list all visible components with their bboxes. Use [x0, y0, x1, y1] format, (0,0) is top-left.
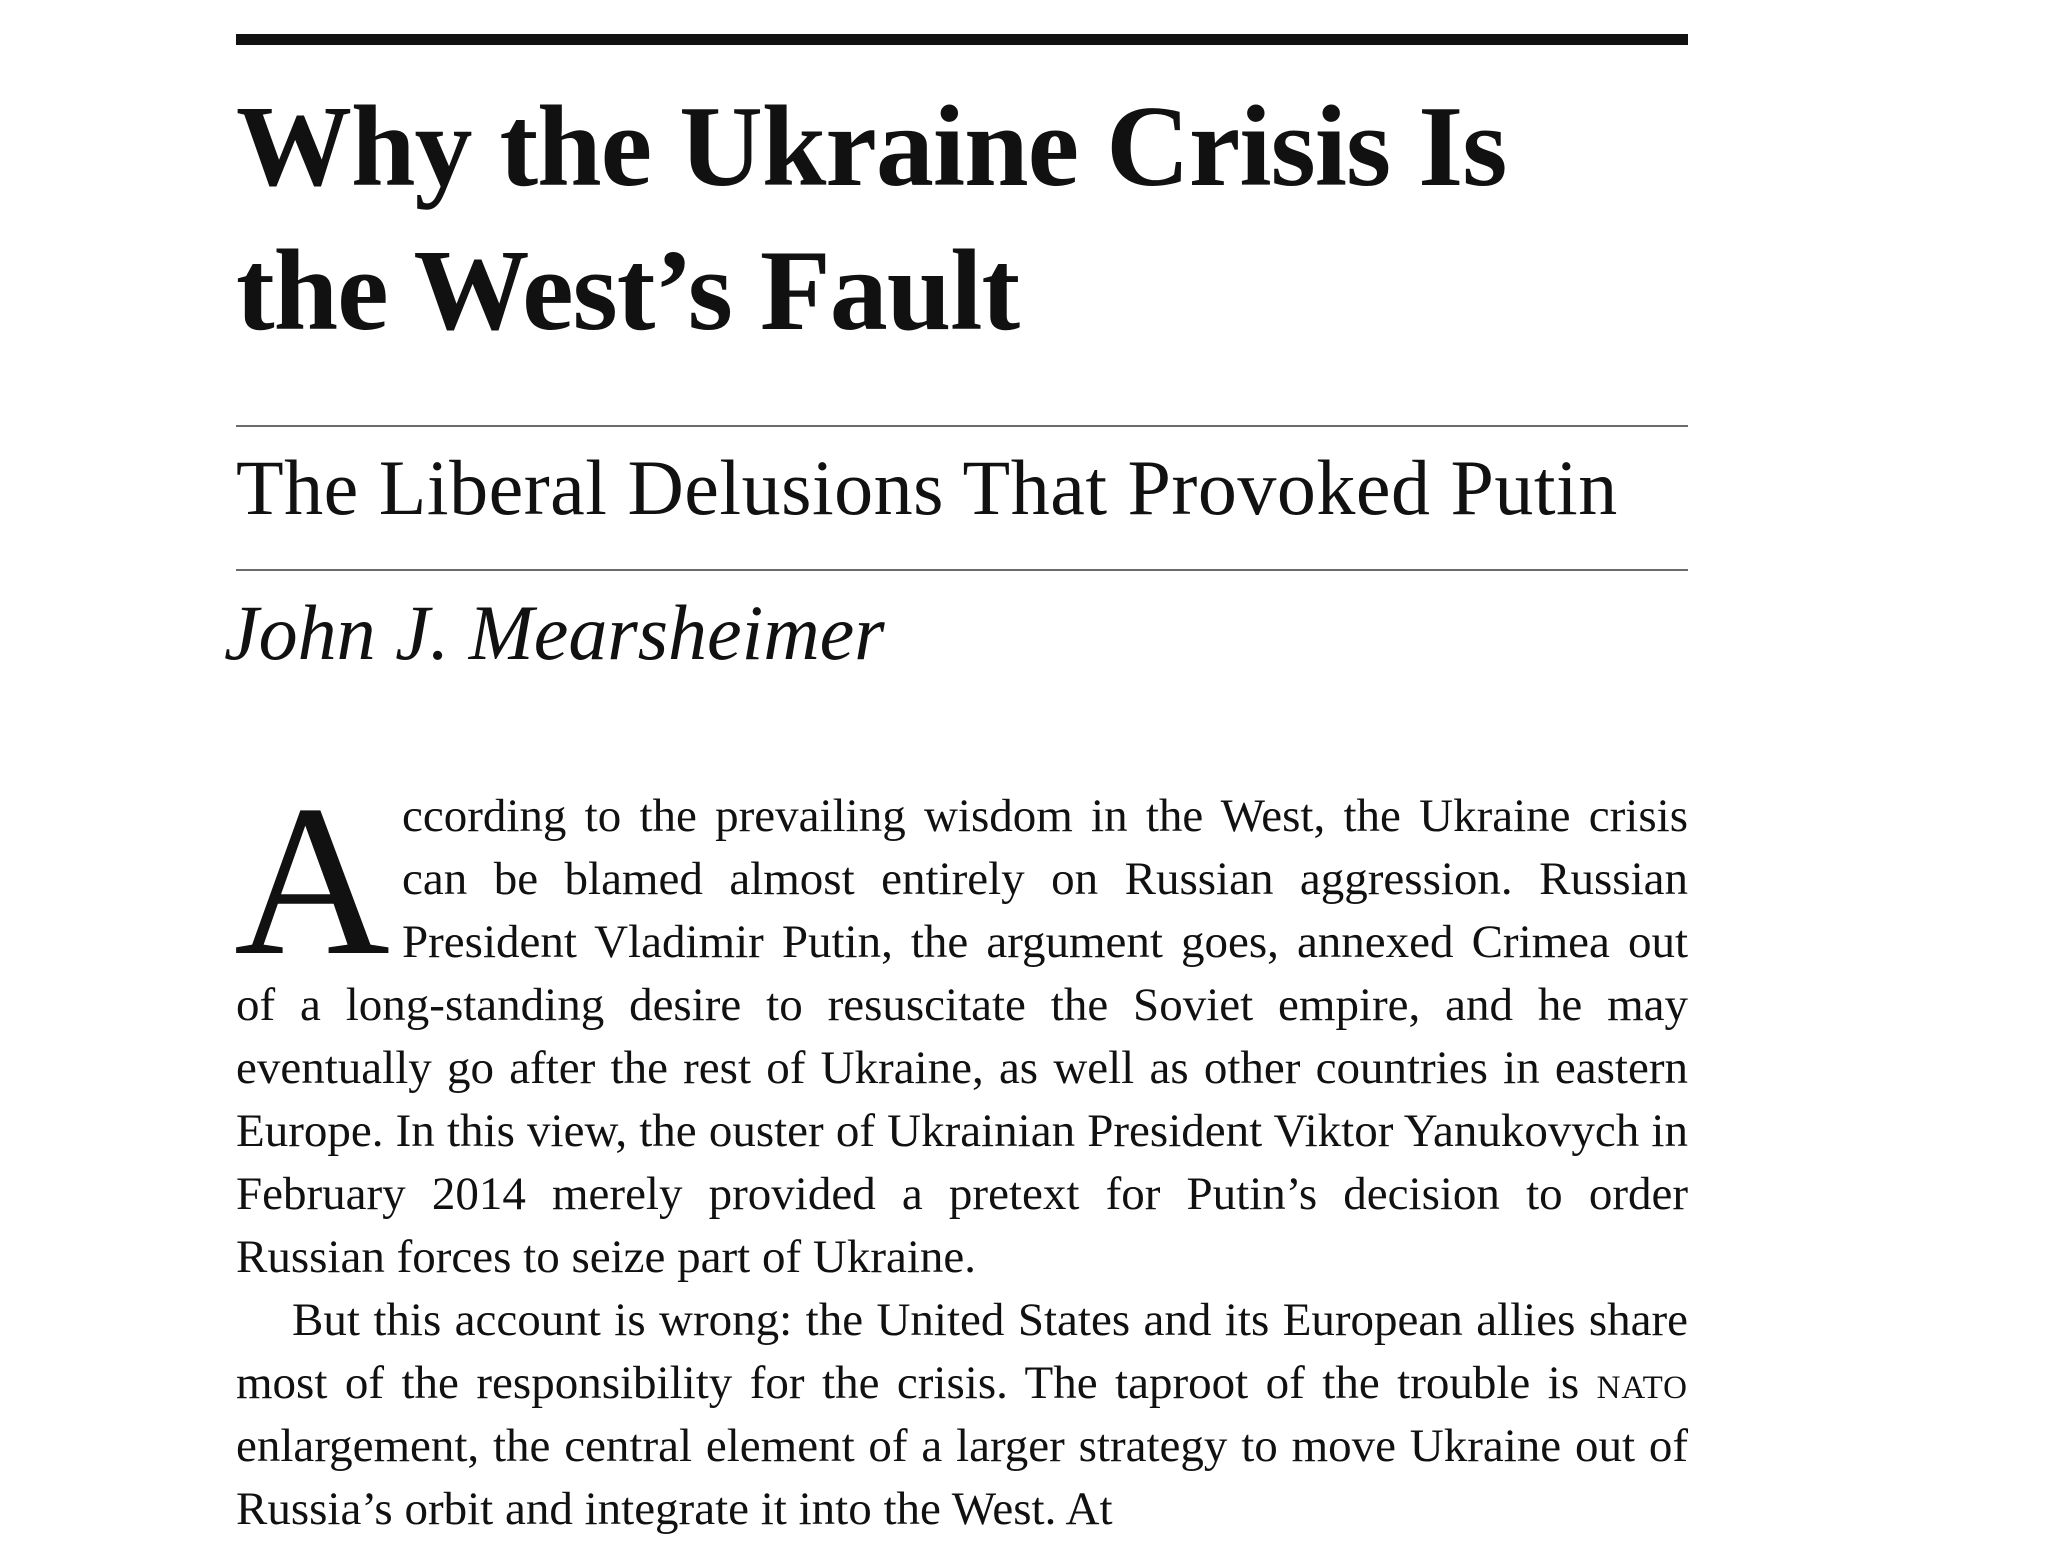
top-heavy-rule	[236, 34, 1688, 45]
article-title	[236, 75, 1688, 363]
paragraph-2-text-b: enlargement, the central element of a larger strategy to move Ukraine out of Russia’s orbit and integrate it into the West. At	[236, 1420, 1688, 1535]
subtitle-top-rule	[236, 425, 1688, 427]
paragraph-2-text-a: But this account is wrong: the United States and its European allies share most of the responsibility for the crisis. The taproot of the trouble is	[236, 1294, 1688, 1409]
drop-cap: A	[234, 761, 390, 1000]
paragraph-1	[234, 761, 1688, 1289]
title-line-1: Why the Ukraine Crisis Is	[236, 83, 1507, 211]
author-byline: John J. Mearsheimer	[224, 589, 885, 676]
article-body	[234, 761, 1688, 1541]
article-page	[224, 34, 1688, 1541]
title-line-2: the West’s Fault	[236, 227, 1020, 355]
nato-acronym: nato	[1596, 1357, 1688, 1409]
paragraph-1-text: ccording to the prevailing wisdom in the West, the Ukraine crisis can be blamed almost entirely on Russian aggression. Russian President Vladimir Putin, the argument goes, annexed Crimea out of a long-standing desire to resuscitate the Soviet empire, and he may eventually go after the rest of Ukraine, as well as other countries in eastern Europe. In this view, the ouster of Ukrainian President Viktor Yanukovych in February 2014 merely provided a pretext for Putin’s decision to order Russian forces to seize part of Ukraine.	[236, 790, 1688, 1283]
subtitle-bottom-rule	[236, 569, 1688, 571]
paragraph-2	[236, 1289, 1688, 1541]
article-subtitle: The Liberal Delusions That Provoked Putin	[236, 444, 1618, 531]
